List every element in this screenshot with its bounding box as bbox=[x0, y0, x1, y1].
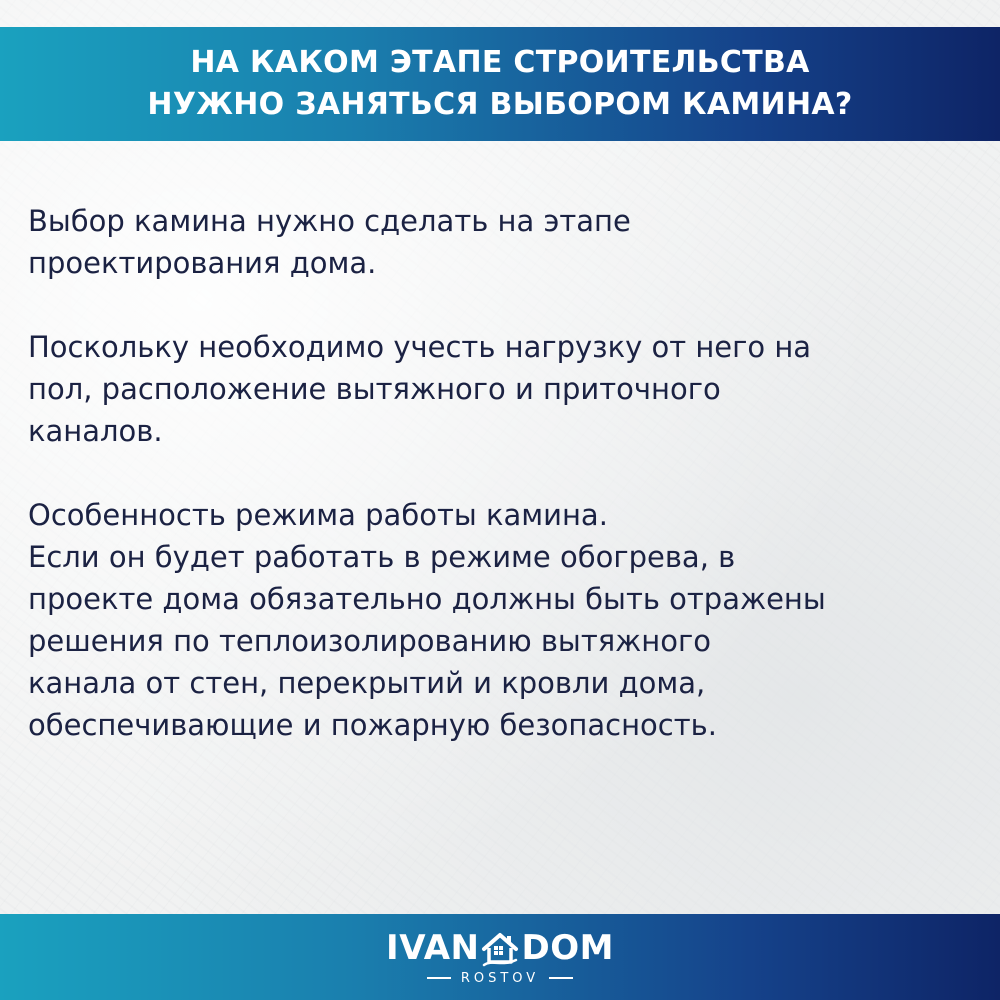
text-line: пол, расположение вытяжного и приточного bbox=[28, 372, 721, 406]
text-line: проекте дома обязательно должны быть отражены bbox=[28, 582, 826, 616]
text-line: каналов. bbox=[28, 414, 163, 448]
brand-logo bbox=[0, 914, 1000, 1000]
paragraph-2 bbox=[28, 326, 978, 452]
logo-city: ROSTOV bbox=[460, 970, 540, 986]
text-line: решения по теплоизолированию вытяжного bbox=[28, 624, 711, 658]
title-line-2: НУЖНО ЗАНЯТЬСЯ ВЫБОРОМ КАМИНА? bbox=[147, 87, 853, 122]
text-line: канала от стен, перекрытий и кровли дома, bbox=[28, 666, 706, 700]
logo-wordmark bbox=[386, 929, 614, 967]
title-line-1: НА КАКОМ ЭТАПЕ СТРОИТЕЛЬСТВА bbox=[190, 45, 810, 80]
page-title bbox=[50, 42, 950, 126]
paragraph-1 bbox=[28, 200, 978, 284]
logo-subtitle bbox=[417, 971, 583, 986]
text-line: Особенность режима работы камина. bbox=[28, 498, 608, 532]
text-line: обеспечивающие и пожарную безопасность. bbox=[28, 708, 717, 742]
article-body bbox=[28, 200, 978, 746]
text-line: проектирования дома. bbox=[28, 246, 377, 280]
text-line: Если он будет работать в режиме обогрева, в bbox=[28, 540, 736, 574]
text-line: Поскольку необходимо учесть нагрузку от него на bbox=[28, 330, 812, 364]
text-line: Выбор камина нужно сделать на этапе bbox=[28, 204, 631, 238]
paragraph-3 bbox=[28, 494, 978, 746]
logo-rule-left bbox=[427, 977, 451, 979]
logo-rule-right bbox=[549, 977, 573, 979]
logo-text-left: IVAN bbox=[386, 927, 480, 968]
house-icon bbox=[480, 929, 520, 967]
header-banner bbox=[0, 27, 1000, 141]
logo-text-right: DOM bbox=[521, 927, 614, 968]
